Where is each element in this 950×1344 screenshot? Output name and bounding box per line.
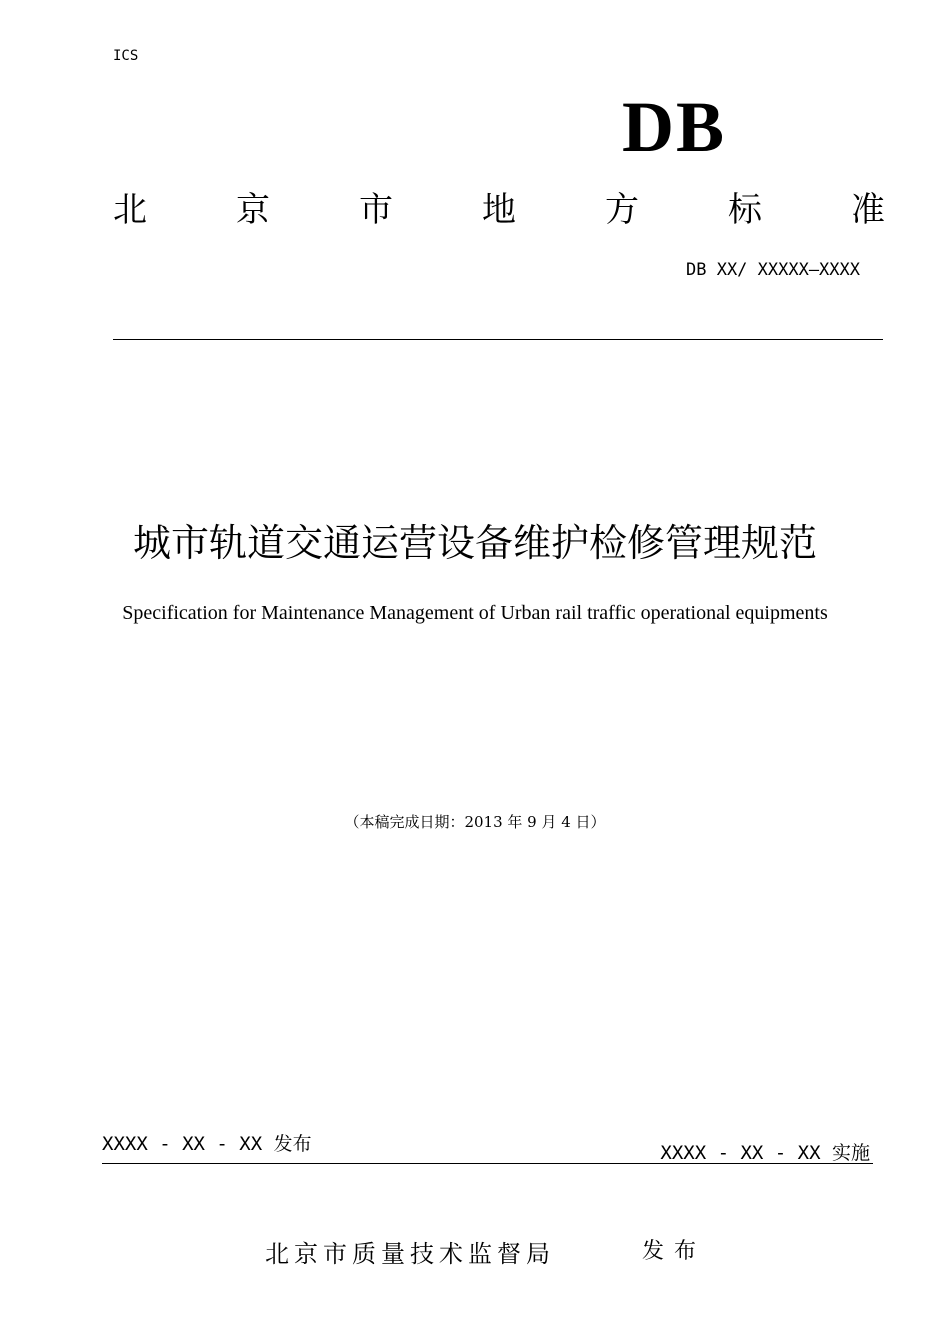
standard-type-char: 标 (728, 190, 762, 230)
standard-type-char: 北 (113, 190, 147, 230)
footer-divider (102, 1163, 873, 1164)
draft-completion-date: （本稿完成日期：2013 年 9 月 4 日） (344, 813, 606, 831)
standard-type-char: 地 (482, 190, 516, 230)
standard-type-char: 准 (851, 190, 885, 230)
publish-date: XXXX - XX - XX 发布 (102, 1133, 312, 1155)
document-title-chinese: 城市轨道交通运营设备维护检修管理规范 (132, 521, 817, 565)
standard-type-char: 市 (359, 190, 393, 230)
header-divider (113, 339, 883, 340)
issuing-authority: 北京市质量技术监督局 (265, 1240, 555, 1268)
standard-type-char: 京 (236, 190, 270, 230)
db-logo: DB (622, 87, 727, 167)
implementation-date: XXXX - XX - XX 实施 (660, 1142, 870, 1164)
standard-type-heading (113, 182, 885, 231)
standard-type-char: 方 (605, 190, 639, 230)
ics-label: ICS (113, 48, 139, 64)
standard-code: DB XX/ XXXXX—XXXX (686, 260, 860, 280)
document-title-english: Specification for Maintenance Management of Urban rail traffic operational equipments (122, 602, 828, 624)
issue-label: 发布 (642, 1239, 707, 1264)
